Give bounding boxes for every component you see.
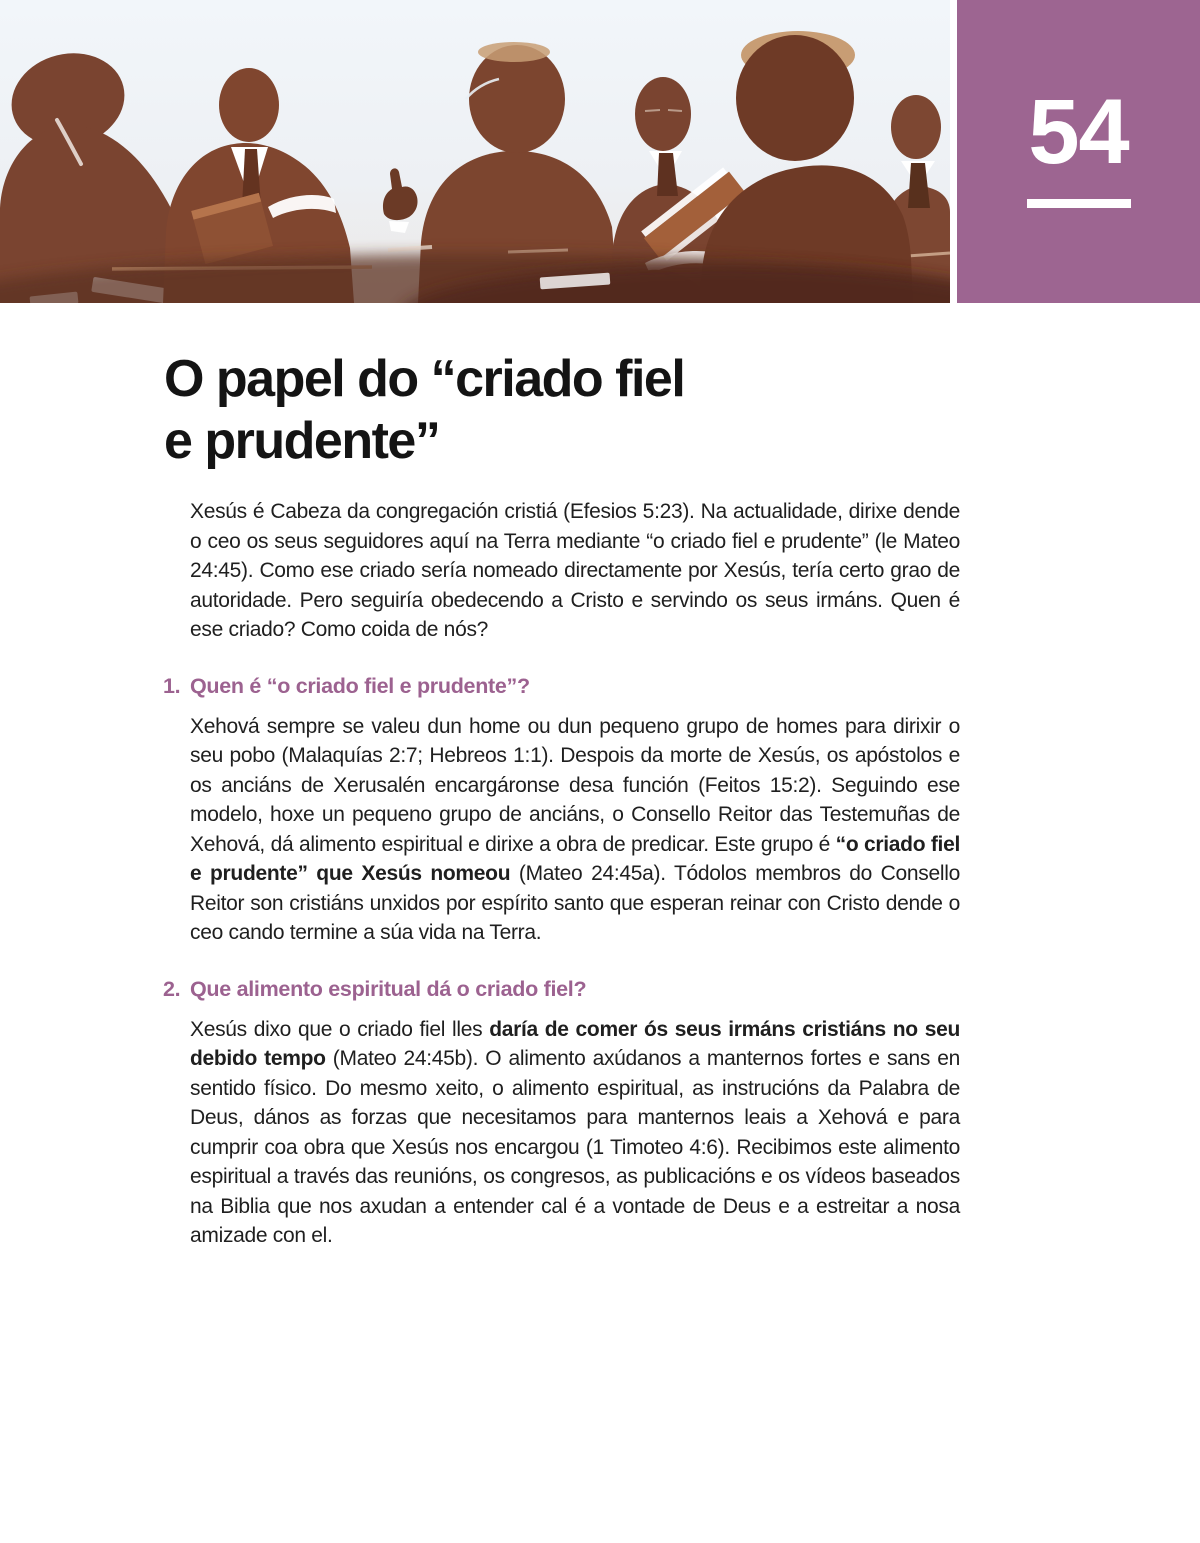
- page-title-line-1: O papel do “criado fiel: [164, 350, 685, 408]
- intro-paragraph: Xesús é Cabeza da congregación cristiá (Efesios 5:23). Na actualidade, dirixe dende o ceo os seus seguidores aquí na Terra mediante “o criado fiel e prudente” (le Mateo 24:45). Como ese criado sería nomeado directamente por Xesús, tería certo grao de autoridade. Pero seguiría obedecendo a Cristo e servindo os seus irmáns. Quen é ese criado? Como coida de nós?: [190, 500, 960, 641]
- question-1-text: Quen é “o criado fiel e prudente”?: [190, 673, 530, 698]
- men-meeting-illustration: [0, 0, 950, 303]
- lesson-number-underline: [1027, 199, 1131, 208]
- men-meeting-illustration-svg: [0, 0, 950, 303]
- lesson-number: 54: [1028, 81, 1129, 183]
- question-2-text: Que alimento espiritual dá o criado fiel?: [190, 976, 587, 1001]
- question-2-heading: [163, 976, 960, 1002]
- lesson-number-badge: [957, 0, 1200, 303]
- question-2-number: 2.: [163, 976, 181, 1001]
- question-2-paragraph: Xesús dixo que o criado fiel lles daría de comer ós seus irmáns cristiáns no seu debido tempo (Mateo 24:45b). O alimento axúdanos a manternos fortes e sans en sentido físico. Do mesmo xeito, o alimento espiritual, as instrucións da Palabra de Deus, dános as forzas que necesitamos para manternos leais a Xehová e para cumprir coa obra que Xesús nos encargou (1 Timoteo 4:6). Recibimos este alimento espiritual a través das reunións, os congresos, as publicacións e os vídeos baseados na Biblia que nos axudan a entender cal é a vontade de Deus e a estreitar a nosa amizade con el.: [190, 1017, 960, 1247]
- page-title-line-2: e prudente”: [164, 412, 440, 470]
- lesson-content: [163, 497, 960, 1251]
- question-1-paragraph: Xehová sempre se valeu dun home ou dun pequeno grupo de homes para dirixir o seu pobo (Malaquías 2:7; Hebreos 1:1). Despois da morte de Xesús, os apóstolos e os anciáns de Xerusalén encargáronse desa función (Feitos 15:2). Seguindo ese modelo, hoxe un pequeno grupo de anciáns, o Consello Reitor das Testemuñas de Xehová, dá alimento espiritual e dirixe a obra de predicar. Este grupo é “o criado fiel e prudente” que Xesús nomeou (Mateo 24:45a). Tódolos membros do Consello Reitor son cristiáns unxidos por espírito santo que esperan reinar con Cristo dende o ceo cando termine a súa vida na Terra.: [190, 714, 960, 944]
- question-1-number: 1.: [163, 673, 181, 698]
- question-1-heading: [163, 673, 960, 699]
- page-title: [164, 348, 684, 472]
